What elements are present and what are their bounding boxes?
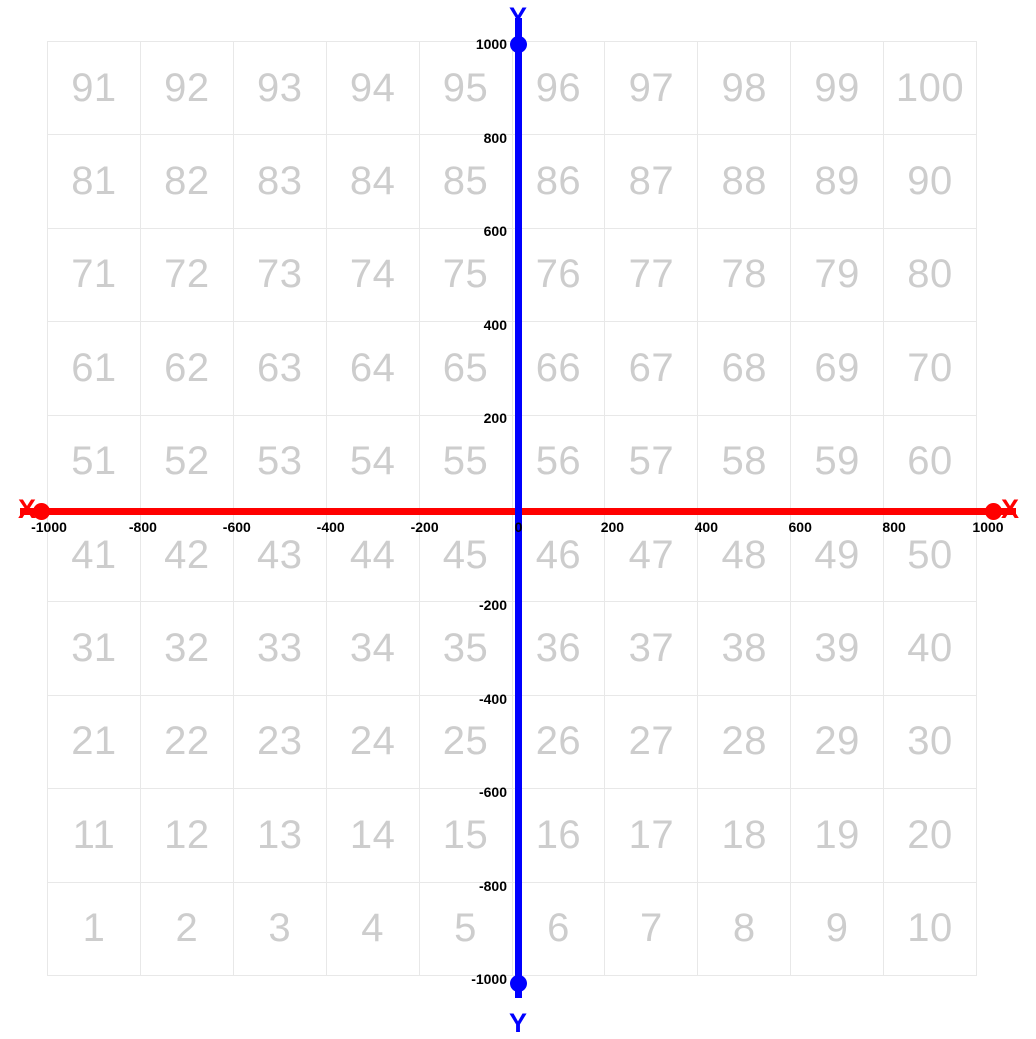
grid-cell: 78 [698, 229, 791, 322]
grid-cell: 53 [234, 416, 327, 509]
grid-cell: 1 [48, 883, 141, 976]
grid-cell: 51 [48, 416, 141, 509]
grid-cell: 47 [605, 509, 698, 602]
grid-cell: 27 [605, 696, 698, 789]
grid-cell: 15 [420, 789, 513, 882]
grid-cell: 71 [48, 229, 141, 322]
grid-cell: 41 [48, 509, 141, 602]
y-tick-label: -200 [478, 597, 507, 613]
grid-cell: 93 [234, 42, 327, 135]
x-tick-label: 1000 [972, 519, 1004, 535]
grid-cell: 33 [234, 602, 327, 695]
grid-cell: 76 [513, 229, 606, 322]
grid-cell: 89 [791, 135, 884, 228]
grid-cell: 81 [48, 135, 141, 228]
y-tick-label: -600 [478, 784, 507, 800]
x-tick-label: -200 [410, 519, 439, 535]
x-tick-label: 0 [514, 519, 523, 535]
grid-cell: 100 [884, 42, 977, 135]
grid-cell: 91 [48, 42, 141, 135]
grid-cell: 75 [420, 229, 513, 322]
grid-cell: 82 [141, 135, 234, 228]
x-tick-label: -800 [128, 519, 157, 535]
grid-cell: 64 [327, 322, 420, 415]
grid-cell: 23 [234, 696, 327, 789]
x-tick-label: -1000 [31, 519, 67, 535]
grid-cell: 99 [791, 42, 884, 135]
x-tick-label: 800 [882, 519, 906, 535]
grid-cell: 31 [48, 602, 141, 695]
grid-cell: 11 [48, 789, 141, 882]
grid-cell: 48 [698, 509, 791, 602]
grid-cell: 74 [327, 229, 420, 322]
y-tick-label: -800 [478, 877, 507, 894]
grid-cell: 7 [605, 883, 698, 976]
grid-cell: 83 [234, 135, 327, 228]
x-axis-right-endpoint-dot-icon [985, 503, 1002, 520]
grid-cell: 72 [141, 229, 234, 322]
grid-cell: 77 [605, 229, 698, 322]
grid-cell: 6 [513, 883, 606, 976]
grid-cell: 65 [420, 322, 513, 415]
grid-cell: 59 [791, 416, 884, 509]
grid-cell: 24 [327, 696, 420, 789]
grid-cell: 56 [513, 416, 606, 509]
grid-cell: 8 [698, 883, 791, 976]
grid-cell: 58 [698, 416, 791, 509]
grid-cell: 14 [327, 789, 420, 882]
y-tick-label: -400 [478, 690, 507, 707]
grid-cell: 84 [327, 135, 420, 228]
grid-cell: 44 [327, 509, 420, 602]
x-axis-label-right: X [1001, 494, 1020, 524]
grid-cell: 70 [884, 322, 977, 415]
grid-cell: 17 [605, 789, 698, 882]
grid-cell: 46 [513, 509, 606, 602]
grid-cell: 86 [513, 135, 606, 228]
grid-cell: 5 [420, 883, 513, 976]
grid-cell: 22 [141, 696, 234, 789]
grid-cell: 38 [698, 602, 791, 695]
y-tick-label: 1000 [475, 36, 507, 52]
grid-cell: 37 [605, 602, 698, 695]
x-tick-label: -400 [316, 519, 345, 535]
grid-cell: 94 [327, 42, 420, 135]
grid-cell: 10 [884, 883, 977, 976]
y-tick-label: 400 [483, 316, 507, 333]
grid-cell: 80 [884, 229, 977, 322]
grid-cell: 28 [698, 696, 791, 789]
grid-cell: 68 [698, 322, 791, 415]
x-tick-label: 400 [694, 519, 718, 535]
grid-cell: 2 [141, 883, 234, 976]
grid-cell: 49 [791, 509, 884, 602]
grid-cell: 21 [48, 696, 141, 789]
grid-cell: 90 [884, 135, 977, 228]
grid-cell: 45 [420, 509, 513, 602]
grid-cell: 85 [420, 135, 513, 228]
grid-cell: 97 [605, 42, 698, 135]
x-axis-label-left: X [18, 494, 37, 524]
grid-cell: 12 [141, 789, 234, 882]
grid-cell: 60 [884, 416, 977, 509]
y-tick-label: 600 [483, 223, 507, 239]
grid-cell: 34 [327, 602, 420, 695]
grid-cell: 40 [884, 602, 977, 695]
grid-cell: 50 [884, 509, 977, 602]
grid-cell: 63 [234, 322, 327, 415]
y-axis-top-endpoint-dot-icon [510, 36, 527, 53]
grid-cell: 19 [791, 789, 884, 882]
grid-cell: 30 [884, 696, 977, 789]
grid-cell: 39 [791, 602, 884, 695]
x-tick-label: 600 [788, 519, 812, 535]
grid-cell: 4 [327, 883, 420, 976]
grid-cell: 69 [791, 322, 884, 415]
grid-cell: 95 [420, 42, 513, 135]
y-tick-label: 200 [483, 410, 507, 426]
grid-cell: 32 [141, 602, 234, 695]
grid-cell: 54 [327, 416, 420, 509]
grid-cell: 35 [420, 602, 513, 695]
grid-cell: 43 [234, 509, 327, 602]
grid-cell: 52 [141, 416, 234, 509]
grid-cell: 92 [141, 42, 234, 135]
grid-cell: 87 [605, 135, 698, 228]
grid-cell: 3 [234, 883, 327, 976]
y-tick-label: -1000 [471, 971, 507, 987]
y-tick-label: 800 [483, 129, 507, 146]
grid-cell: 79 [791, 229, 884, 322]
grid-cell: 61 [48, 322, 141, 415]
grid-cell: 57 [605, 416, 698, 509]
x-tick-label: -600 [222, 519, 251, 535]
grid-cell: 9 [791, 883, 884, 976]
y-axis-label-top: Y [509, 2, 528, 32]
grid-cell: 98 [698, 42, 791, 135]
grid-cell: 36 [513, 602, 606, 695]
y-axis-line [515, 18, 522, 998]
grid-cell: 67 [605, 322, 698, 415]
grid-cell: 66 [513, 322, 606, 415]
y-axis-bottom-endpoint-dot-icon [510, 975, 527, 992]
grid-cell: 96 [513, 42, 606, 135]
grid-cell: 16 [513, 789, 606, 882]
grid-cell: 25 [420, 696, 513, 789]
grid-cell: 26 [513, 696, 606, 789]
y-axis-label-bottom: Y [509, 1008, 528, 1038]
grid-cell: 13 [234, 789, 327, 882]
grid-cell: 55 [420, 416, 513, 509]
grid-cell: 73 [234, 229, 327, 322]
grid-cell: 29 [791, 696, 884, 789]
grid-cell: 42 [141, 509, 234, 602]
grid-cell: 20 [884, 789, 977, 882]
grid-cell: 18 [698, 789, 791, 882]
x-tick-label: 200 [600, 519, 625, 535]
grid-cell: 88 [698, 135, 791, 228]
grid-cell: 62 [141, 322, 234, 415]
